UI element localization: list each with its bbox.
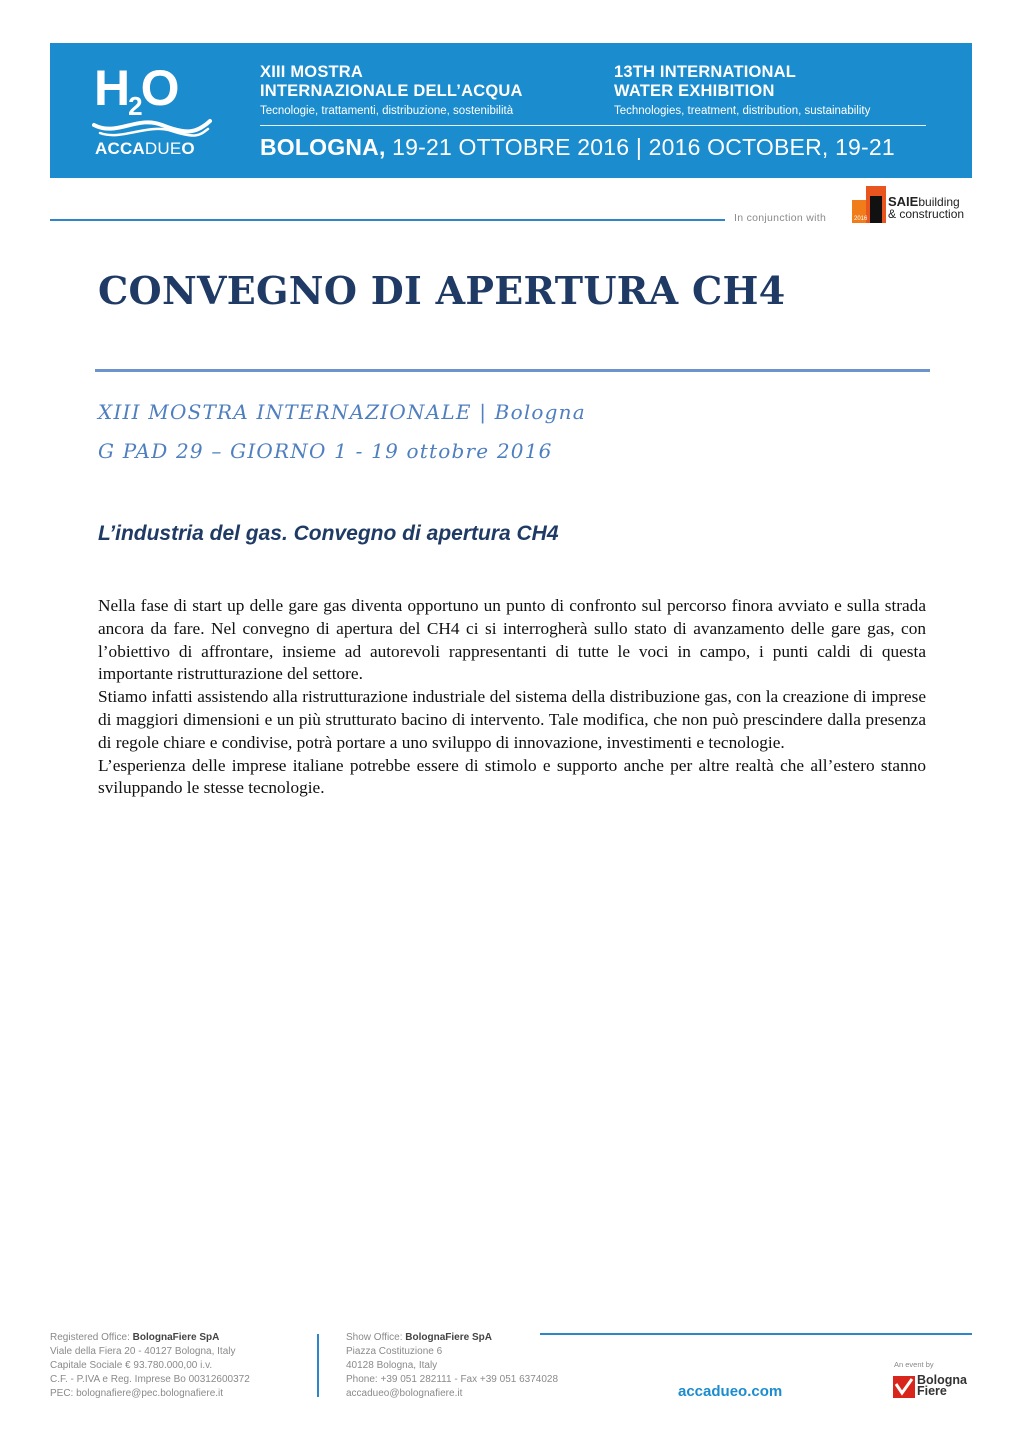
wave-icon (92, 115, 212, 137)
registered-office-block (50, 1331, 250, 1401)
saie-building: building (918, 195, 960, 209)
logo-wordmark: ACCADUEO (95, 139, 195, 158)
banner-dates: 19-21 OTTOBRE 2016 | 2016 OCTOBER, 19-21 (385, 134, 895, 160)
footer-divider (317, 1334, 319, 1397)
show-address: Piazza Costituzione 6 (346, 1346, 443, 1357)
show-city: 40128 Bologna, Italy (346, 1360, 438, 1371)
banner-date-line (260, 133, 895, 161)
saie-wordmark (888, 196, 964, 220)
paragraph: Nella fase di start up delle gare gas diventa opportuno un punto di confronto sul percorso finora avviato e sulla strada ancora da fare. Nel convegno di apertura del CH4 ci si interrogherà sullo stato di avanzamento delle gare gas, con l’obiettivo di affrontare, insieme ad autorevoli rappresentanti di tutte le voci in campo, i punti caldi di questa importante ristrutturazione del settore. (98, 596, 926, 684)
banner-divider (260, 125, 926, 126)
banner-en-subtitle: Technologies, treatment, distribution, sustainability (614, 105, 871, 117)
registered-pec: PEC: bolognafiere@pec.bolognafiere.it (50, 1388, 224, 1399)
bolognafiere-wordmark (917, 1375, 967, 1397)
footer-rule (540, 1333, 972, 1335)
bolognafiere-logo-icon (893, 1376, 915, 1398)
saie-construction: & construction (888, 207, 965, 221)
show-office-heading: Show Office: BolognaFiere SpA (346, 1332, 492, 1343)
registered-vat: C.F. - P.IVA e Reg. Imprese Bo 00312600372 (50, 1374, 250, 1385)
event-by-label: An event by (894, 1360, 934, 1369)
title-rule (95, 369, 930, 372)
paragraph: Stiamo infatti assistendo alla ristrutturazione industriale del sistema della distribuzione gas, con la creazione di imprese di maggiori dimensioni e un più strutturato bacino di intervento. Tale modifica, che non può prescindere dalla presenza di regole chiare e condivise, potrà portare a uno sviluppo di innovazione, investimenti e tecnologie. (98, 687, 926, 752)
banner-en-title-2: WATER EXHIBITION (614, 82, 775, 100)
subtitle-date: G PAD 29 – GIORNO 1 - 19 ottobre 2016 (98, 439, 553, 463)
body-text (98, 595, 926, 800)
show-office-block (346, 1331, 558, 1401)
registered-office-heading: Registered Office: BolognaFiere SpA (50, 1332, 220, 1343)
registered-address: Viale della Fiera 20 - 40127 Bologna, Italy (50, 1346, 236, 1357)
registered-capital: Capitale Sociale € 93.780.000,00 i.v. (50, 1360, 213, 1371)
saie-badge-year: 2016 (854, 216, 868, 222)
banner-city: BOLOGNA, (260, 134, 386, 160)
section-heading: L’industria del gas. Convegno di apertura CH4 (98, 522, 559, 545)
conjunction-text: In conjunction with (734, 212, 827, 224)
banner-en-title-1: 13TH INTERNATIONAL (614, 63, 797, 81)
banner-english-block (614, 63, 944, 119)
banner-it-title-2: INTERNAZIONALE DELL’ACQUA (260, 82, 523, 100)
h2o-accadueo-logo (90, 60, 230, 163)
show-email: accadueo@bolognafiere.it (346, 1388, 463, 1399)
saie-name: SAIE (888, 194, 919, 209)
saie-logo-icon (852, 186, 886, 223)
website-link[interactable]: accadueo.com (678, 1383, 783, 1400)
logo-h2o-mark: $H_2O$ (94, 60, 178, 121)
subtitle-event: XIII MOSTRA INTERNAZIONALE | Bologna (98, 400, 586, 424)
page-title: CONVEGNO DI APERTURA CH4 (98, 268, 786, 313)
banner-it-title-1: XIII MOSTRA (260, 63, 364, 81)
conjunction-rule (50, 219, 725, 221)
header-banner (50, 43, 972, 178)
banner-italian-block (260, 63, 600, 119)
paragraph: L’esperienza delle imprese italiane potrebbe essere di stimolo e supporto anche per altre realtà che all’estero stanno sviluppando le stesse tecnologie. (98, 755, 926, 798)
banner-it-subtitle: Tecnologie, trattamenti, distribuzione, sostenibilità (260, 105, 514, 117)
bolognafiere-line-2: Fiere (917, 1384, 947, 1398)
bolognafiere-line-1: Bologna (917, 1373, 967, 1387)
show-phone: Phone: +39 051 282111 - Fax +39 051 6374028 (346, 1374, 559, 1385)
